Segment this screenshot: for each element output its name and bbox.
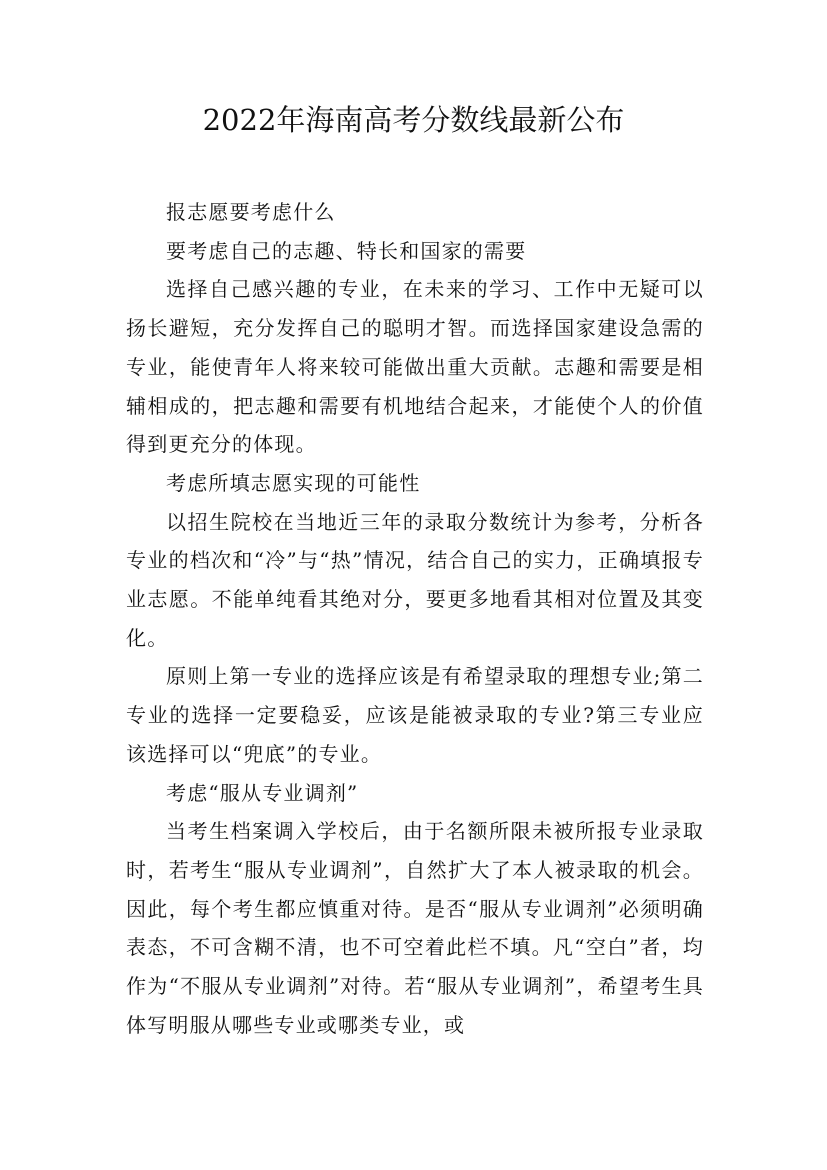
section-heading: 报志愿要考虑什么	[166, 200, 336, 224]
subsection-heading: 要考虑自己的志趣、特长和国家的需要	[166, 238, 527, 263]
document-title: 2022年海南高考分数线最新公布	[202, 103, 625, 137]
body-paragraph: 原则上第一专业的选择应该是有希望录取的理想专业;第二专业的选择一定要稳妥，应该是能被录取的专业?第三专业应该选择可以“兜底”的专业。	[126, 664, 704, 766]
document-body	[126, 193, 704, 1044]
subsection-heading: 考虑所填志愿实现的可能性	[166, 470, 421, 495]
body-paragraph: 以招生院校在当地近三年的录取分数统计为参考，分析各专业的档次和“冷”与“热”情况，结合自己的实力，正确填报专业志愿。不能单纯看其绝对分，要更多地看其相对位置及其变化。	[126, 509, 704, 650]
subsection-heading: 考虑“服从专业调剂”	[166, 780, 359, 805]
body-paragraph: 当考生档案调入学校后，由于名额所限未被所报专业录取时，若考生“服从专业调剂”，自然扩大了本人被录取的机会。因此，每个考生都应慎重对待。是否“服从专业调剂”必须明确表态，不可含糊不清，也不可空着此栏不填。凡“空白”者，均作为“不服从专业调剂”对待。若“服从专业调剂”，希望考生具体写明服从哪些专业或哪类专业，或	[126, 819, 704, 1037]
body-paragraph: 选择自己感兴趣的专业，在未来的学习、工作中无疑可以扬长避短，充分发挥自己的聪明才智。而选择国家建设急需的专业，能使青年人将来较可能做出重大贡献。志趣和需要是相辅相成的，把志趣和需要有机地结合起来，才能使个人的价值得到更充分的体现。	[126, 277, 704, 457]
